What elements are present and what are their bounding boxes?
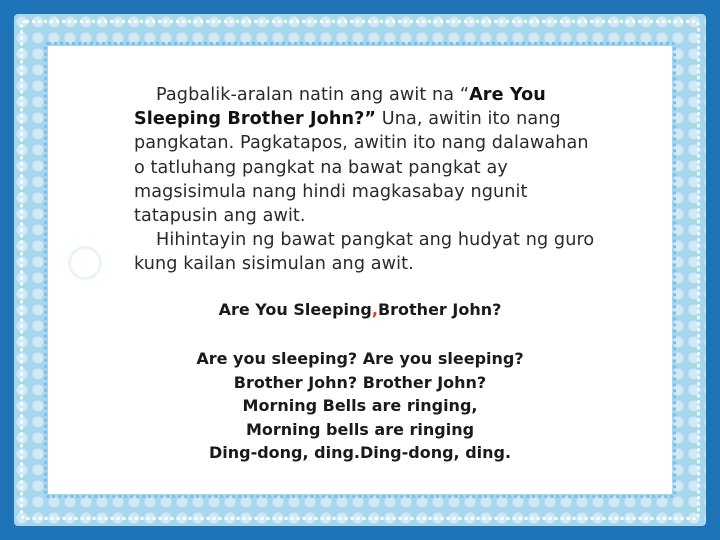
lyric-line: Brother John? Brother John?: [233, 372, 487, 392]
intro-p1-rest: Una, awitin ito nang pangkatan. Pagkatapos, awitin ito nang dalawahan o tatluhang pangkat na bawat pangkat ay magsisimula nang hindi magkasabay ngunit tatapusin ang awit.: [134, 109, 589, 227]
instructions-text: [134, 83, 604, 277]
lyric-line: Morning bells are ringing: [245, 419, 475, 439]
lyric-line: Ding-dong, ding.Ding-dong, ding.: [208, 443, 512, 463]
song-title-comma: ,: [371, 300, 378, 319]
song-lyrics: [120, 298, 600, 465]
intro-p1-start: Pagbalik-aralan natin ang awit na “: [156, 85, 470, 105]
song-reference-bold: Are You Sleeping Brother John?”: [134, 85, 546, 130]
song-title-part2: Brother John?: [377, 300, 502, 319]
song-title: [120, 298, 600, 322]
lyric-line: Are you sleeping? Are you sleeping?: [196, 349, 524, 368]
lyric-line: Morning Bells are ringing,: [242, 396, 478, 416]
intro-p2: Hihintayin ng bawat pangkat ang hudyat ng guro kung kailan sisimulan ang awit.: [134, 230, 595, 275]
song-title-part1: Are You Sleeping: [218, 300, 372, 319]
